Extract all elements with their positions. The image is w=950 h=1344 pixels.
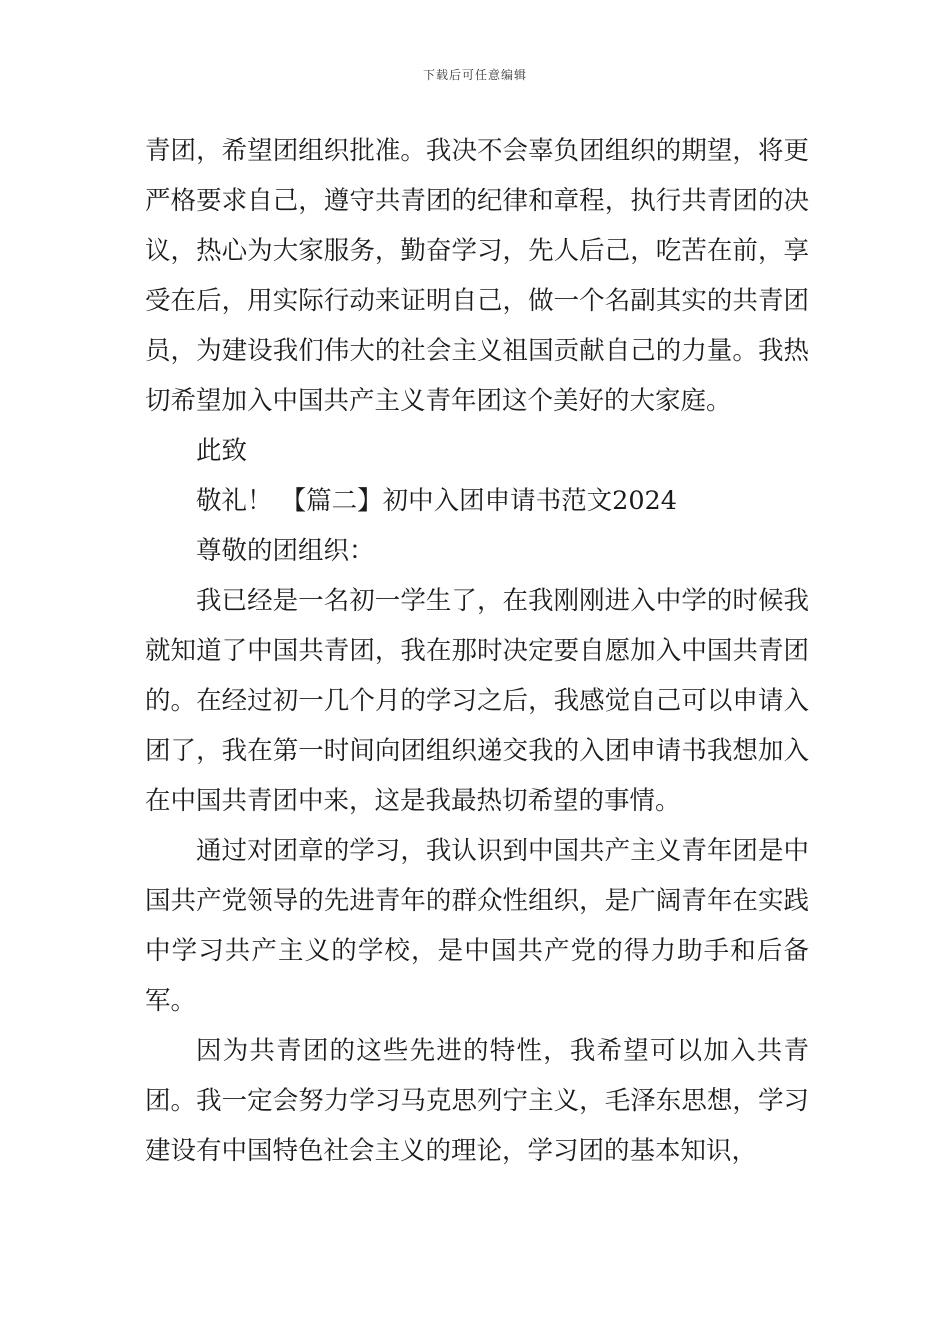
paragraph-salute-and-section-title: 敬礼！ 【篇二】初中入团申请书范文2024 <box>196 486 678 516</box>
paragraph-closing: 此致 <box>196 436 248 466</box>
paragraph-body: 因为共青团的这些先进的特性，我希望可以加入共青团。我一定会努力学习马克思列宁主义，毛泽东思想，学习建设有中国特色社会主义的理论，学习团的基本知识， <box>145 1036 809 1166</box>
paragraph-greeting: 尊敬的团组织： <box>196 536 375 566</box>
paragraph-continuation: 青团，希望团组织批准。我决不会辜负团组织的期望，将更严格要求自己，遵守共青团的纪律和章程，执行共青团的决议，热心为大家服务，勤奋学习，先人后己，吃苦在前，享受在后，用实际行动来证明自己，做一个名副其实的共青团员，为建设我们伟大的社会主义祖国贡献自己的力量。我热切希望加入中国共产主义青年团这个美好的大家庭。 <box>145 136 809 416</box>
paragraph-body: 我已经是一名初一学生了，在我刚刚进入中学的时候我就知道了中国共青团，我在那时决定要自愿加入中国共青团的。在经过初一几个月的学习之后，我感觉自己可以申请入团了，我在第一时间向团组织递交我的入团申请书我想加入在中国共青团中来，这是我最热切希望的事情。 <box>145 586 809 816</box>
document-body <box>145 126 809 1176</box>
header-note: 下载后可任意编辑 <box>422 68 527 82</box>
paragraph-body: 通过对团章的学习，我认识到中国共产主义青年团是中国共产党领导的先进青年的群众性组织，是广阔青年在实践中学习共产主义的学校，是中国共产党的得力助手和后备军。 <box>145 836 809 1016</box>
